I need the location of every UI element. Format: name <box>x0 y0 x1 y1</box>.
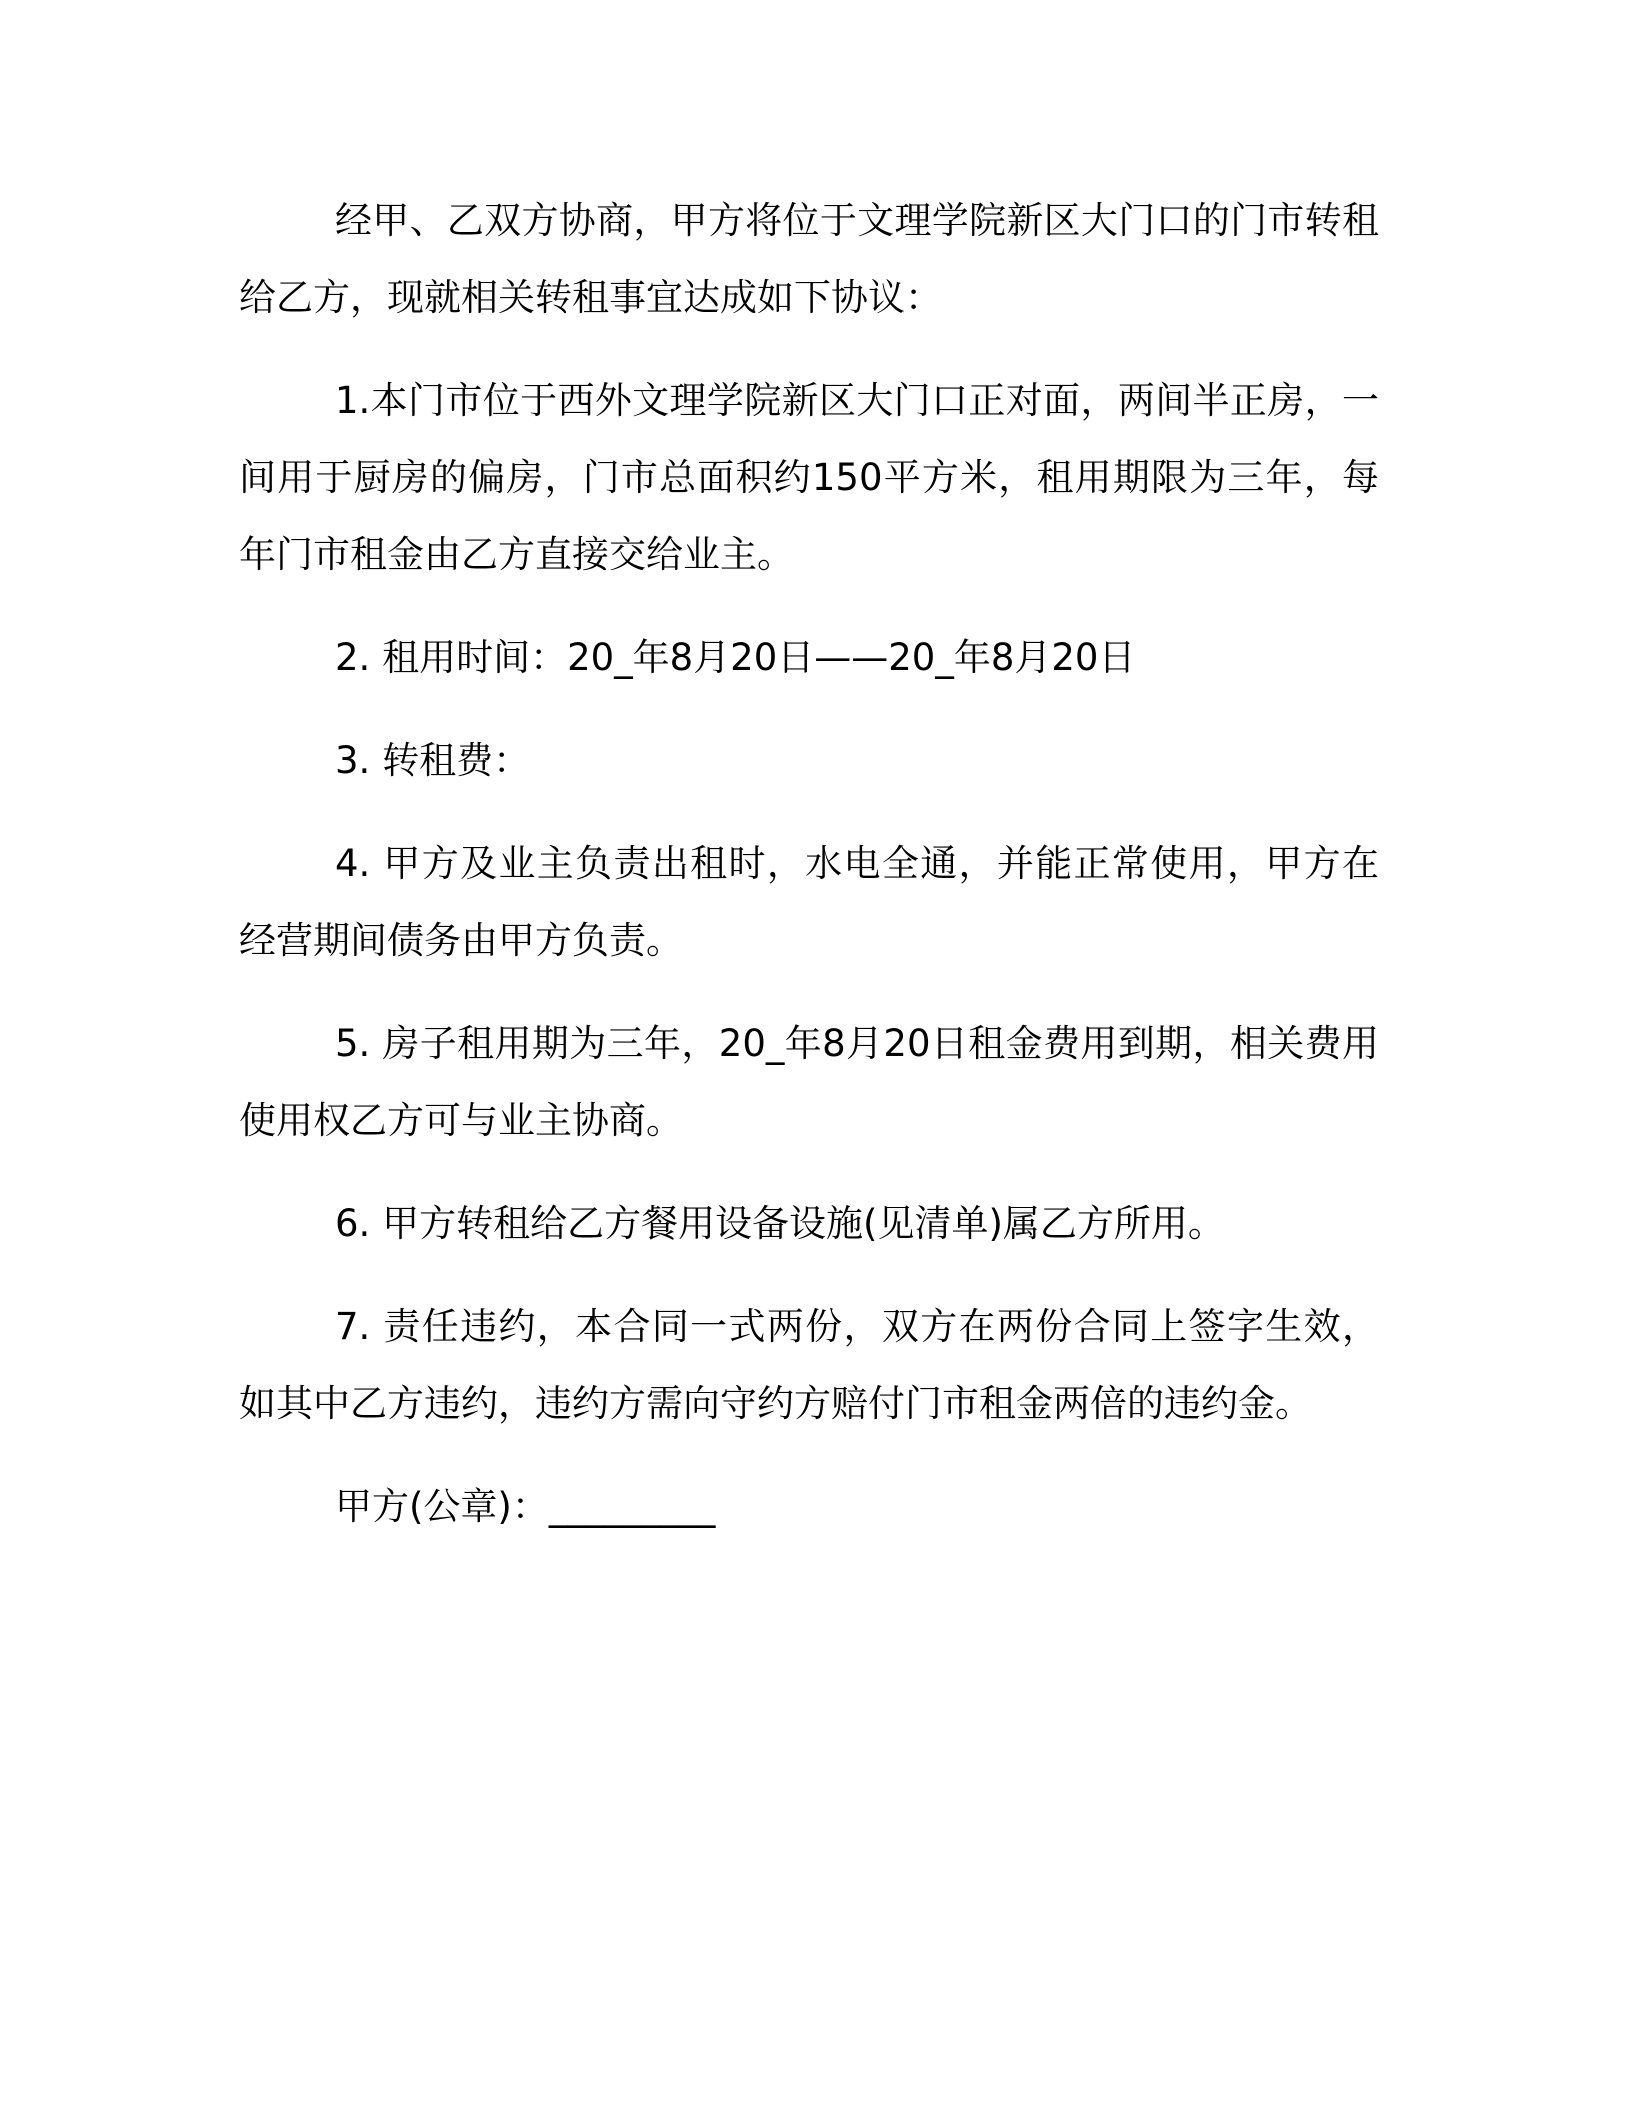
intro-paragraph: 经甲、乙双方协商，甲方将位于文理学院新区大门口的门市转租给乙方，现就相关转租事宜达成如下协议： <box>239 199 1379 319</box>
clause-1: 1.本门市位于西外文理学院新区大门口正对面，两间半正房，一间用于厨房的偏房，门市总面积约150平方米，租用期限为三年，每年门市租金由乙方直接交给业主。 <box>239 379 1379 576</box>
clause-3: 3. 转租费： <box>335 739 531 782</box>
clause-2: 2. 租用时间：20_年8月20日——20_年8月20日 <box>335 636 1136 679</box>
clause-7: 7. 责任违约，本合同一式两份，双方在两份合同上签字生效，如其中乙方违约，违约方需向守约方赔付门市租金两倍的违约金。 <box>239 1305 1379 1425</box>
clause-4: 4. 甲方及业主负责出租时，水电全通，并能正常使用，甲方在经营期间债务由甲方负责。 <box>239 842 1379 962</box>
clause-5: 5. 房子租用期为三年，20_年8月20日租金费用到期，相关费用使用权乙方可与业主协商。 <box>239 1022 1379 1142</box>
document-body <box>239 182 1379 1571</box>
clause-6: 6. 甲方转租给乙方餐用设备设施(见清单)属乙方所用。 <box>335 1202 1225 1245</box>
party-a-signature-line: 甲方(公章)：_________ <box>335 1485 716 1528</box>
